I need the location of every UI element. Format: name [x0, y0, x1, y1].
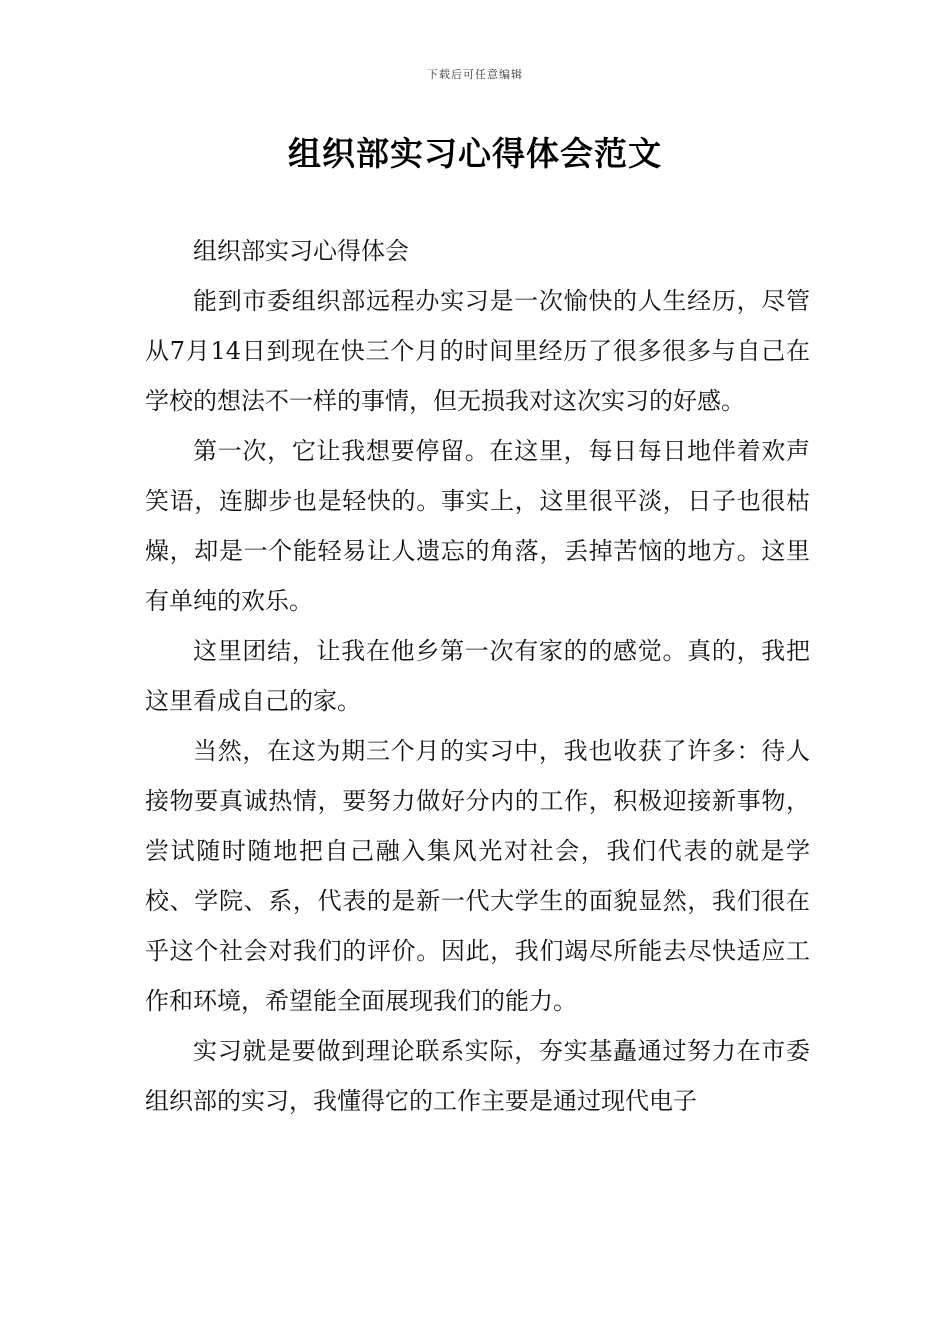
paragraph: 实习就是要做到理论联系实际，夯实基矗通过努力在市委组织部的实习，我懂得它的工作主要是通过现代电子 [145, 1037, 810, 1115]
paragraph: 当然，在这为期三个月的实习中，我也收获了许多：待人接物要真诚热情，要努力做好分内的工作，积极迎接新事物，尝试随时随地把自己融入集风光对社会，我们代表的就是学校、学院、系，代表的是新一代大学生的面貌显然，我们很在乎这个社会对我们的评价。因此，我们竭尽所能去尽快适应工作和环境，希望能全面展现我们的能力。 [145, 737, 810, 1015]
document-body [145, 226, 810, 1126]
paragraph: 能到市委组织部远程办实习是一次愉快的人生经历，尽管从7月14日到现在快三个月的时间里经历了很多很多与自己在学校的想法不一样的事情，但无损我对这次实习的好感。 [145, 287, 810, 415]
paragraph-subtitle: 组织部实习心得体会 [193, 237, 409, 265]
paragraph: 这里团结，让我在他乡第一次有家的的感觉。真的，我把这里看成自己的家。 [145, 637, 810, 715]
header-note: 下载后可任意编辑 [427, 68, 523, 81]
document-title: 组织部实习心得体会范文 [288, 134, 662, 173]
paragraph: 第一次，它让我想要停留。在这里，每日每日地伴着欢声笑语，连脚步也是轻快的。事实上，这里很平淡，日子也很枯燥，却是一个能轻易让人遗忘的角落，丢掉苦恼的地方。这里有单纯的欢乐。 [145, 437, 810, 615]
